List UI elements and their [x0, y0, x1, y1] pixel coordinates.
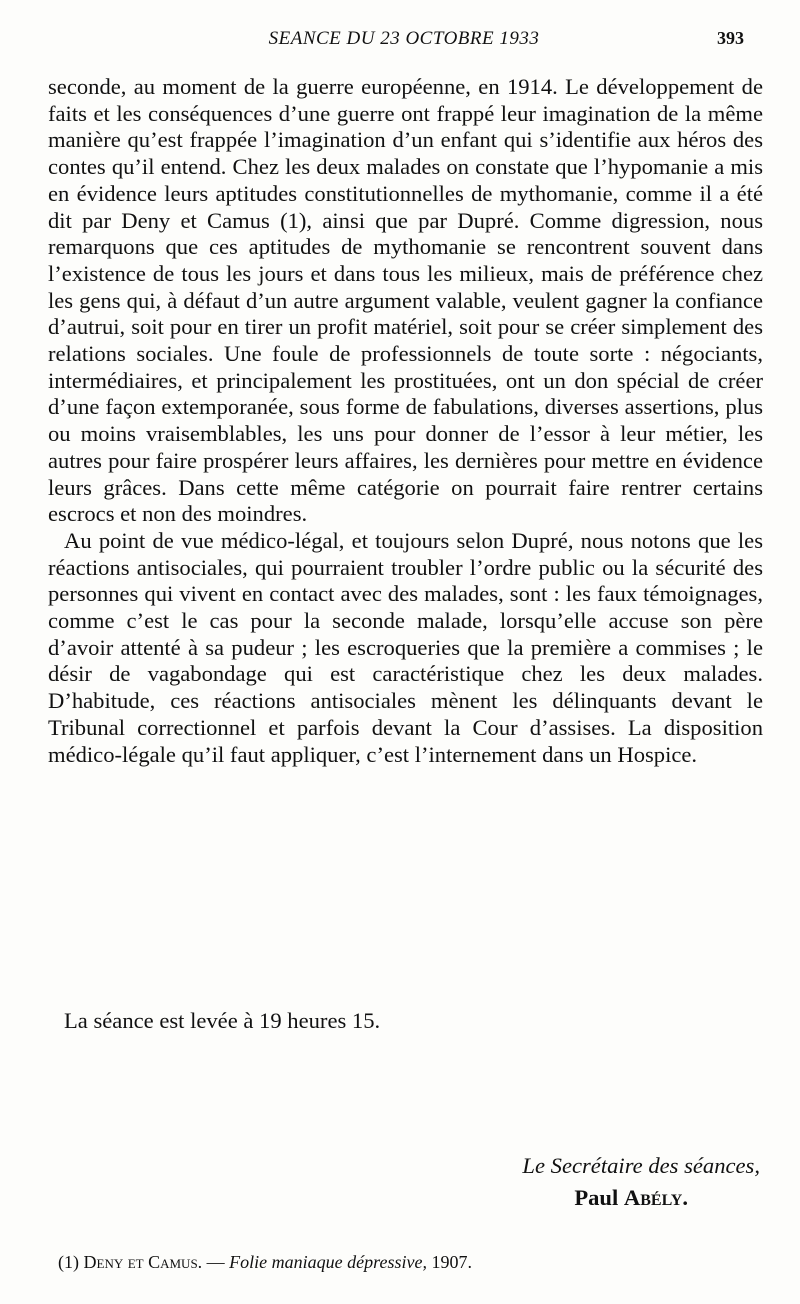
signature-first-name: Paul	[574, 1185, 619, 1210]
page-number: 393	[717, 28, 744, 48]
closing-line: La séance est levée à 19 heures 15.	[64, 1008, 381, 1033]
page-header	[48, 28, 760, 56]
footnote-title: Folie maniaque dépressive,	[229, 1252, 427, 1272]
body-text	[48, 74, 763, 768]
paragraph-1: seconde, au moment de la guerre européenne, en 1914. Le développement de faits et les conséquences d’une guerre ont frappé leur imagination de la même manière qu’est frappée l’imagination d’un enfant qui s’identifie aux héros des contes qu’il entend. Chez les deux malades on constate que l’hypomanie a mis en évidence leurs aptitudes constitutionnelles de mythomanie, comme il a été dit par Deny et Camus (1), ainsi que par Dupré. Comme digression, nous remarquons que ces aptitudes de mythomanie se rencontrent souvent dans l’existence de tous les jours et dans tous les milieux, mais de préférence chez les gens qui, à défaut d’un autre argument valable, veulent gagner la confiance d’autrui, soit pour en tirer un profit matériel, soit pour se créer simplement des relations sociales. Une foule de professionnels de toute sorte : négociants, intermédiaires, et principalement les prostituées, ont un don spécial de créer d’une façon extemporanée, sous forme de fabulations, diverses assertions, plus ou moins vraisemblables, les uns pour donner de l’essor à leur métier, les autres pour faire prospérer leurs affaires, les dernières pour mettre en évidence leurs grâces. Dans cette même catégorie on pourrait faire rentrer certains escrocs et non des moindres.	[48, 74, 763, 527]
footnote-year: 1907.	[431, 1252, 472, 1272]
signature-title: Le Secrétaire des séances,	[522, 1153, 760, 1178]
footnote-authors: Deny et Camus.	[83, 1252, 203, 1272]
signature-name	[522, 1182, 760, 1214]
signature-last-name: Abély.	[623, 1185, 688, 1210]
running-title: SEANCE DU 23 OCTOBRE 1933	[268, 28, 540, 49]
paragraph-2: Au point de vue médico-légal, et toujours selon Dupré, nous notons que les réactions antisociales, qui pourraient troubler l’ordre public ou la sécurité des personnes qui vivent en contact avec des malades, sont : les faux témoignages, comme c’est le cas pour la seconde malade, lorsqu’elle accuse son père d’avoir attenté à sa pudeur ; les escroqueries que la première a commises ; le désir de vagabondage qui est caractéristique chez les deux malades. D’habitude, ces réactions antisociales mènent les délinquants devant le Tribunal correctionnel et parfois devant la Cour d’assises. La disposition médico-légale qu’il faut appliquer, c’est l’internement dans un Hospice.	[48, 527, 763, 767]
footnote-dash: —	[206, 1252, 225, 1272]
signature-block	[522, 1150, 760, 1214]
footnote-marker: (1)	[58, 1252, 79, 1272]
footnote	[58, 1252, 472, 1273]
